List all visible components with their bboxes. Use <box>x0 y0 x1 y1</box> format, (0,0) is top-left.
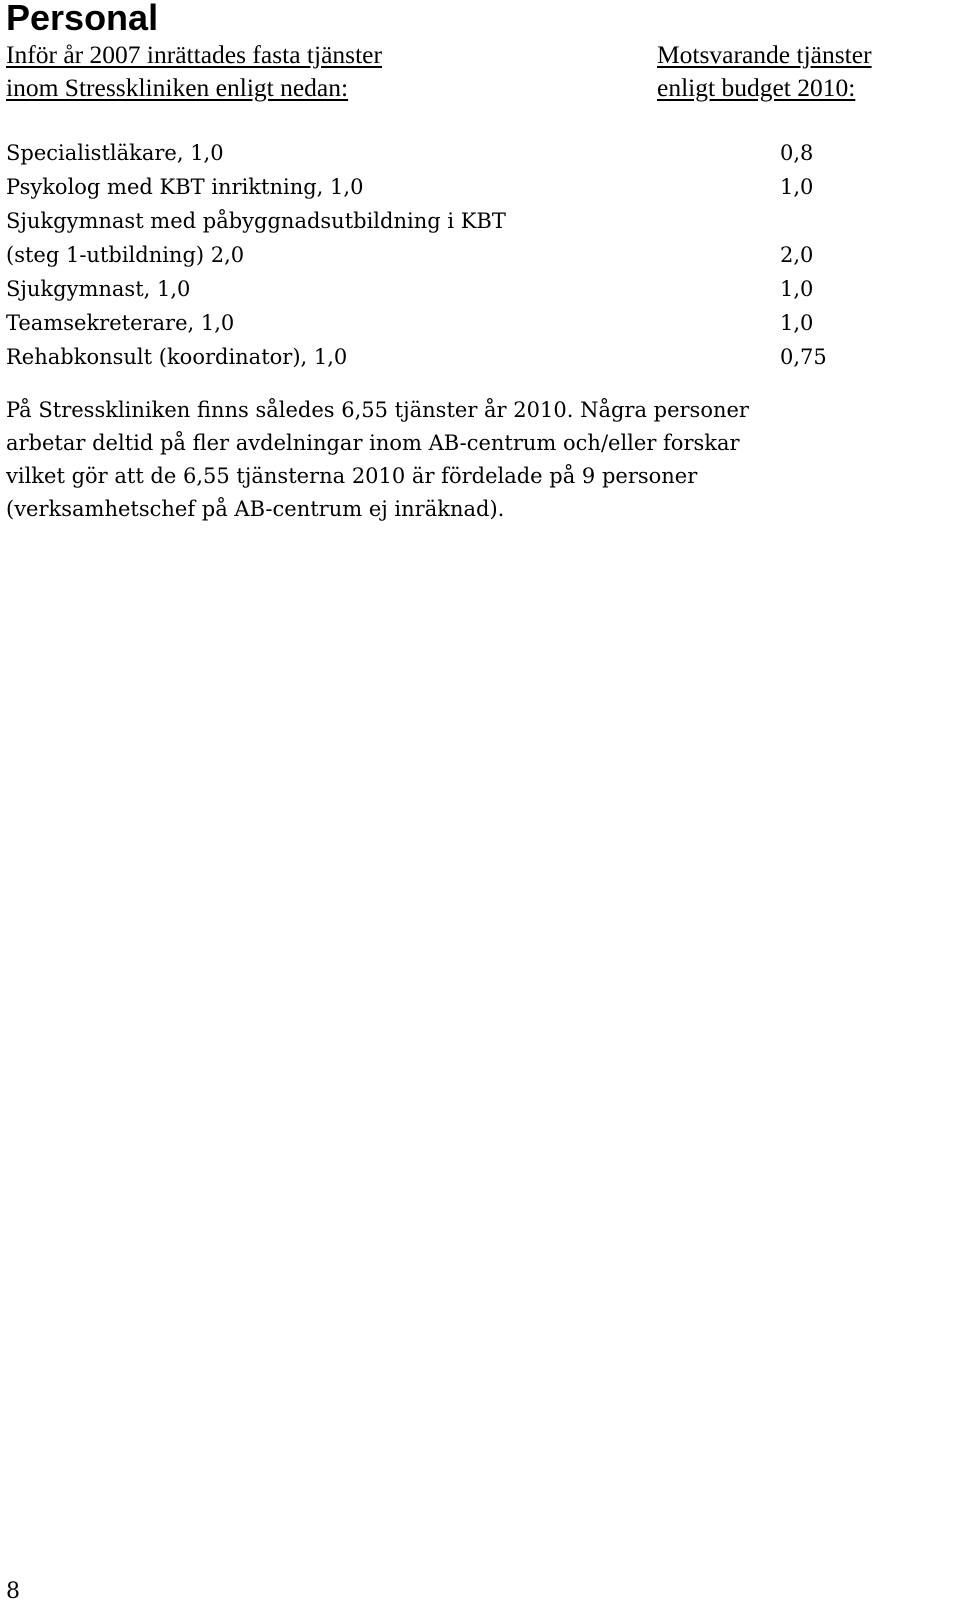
summary-line: arbetar deltid på fler avdelningar inom AB-centrum och/eller forskar <box>6 431 740 455</box>
staff-role: Psykolog med KBT inriktning, 1,0 <box>6 175 364 199</box>
staff-budget-value: 1,0 <box>780 175 814 199</box>
staff-role: Sjukgymnast med påbyggnadsutbildning i KBT <box>6 209 506 233</box>
staff-row <box>6 170 906 204</box>
page-title: Personal <box>6 0 159 38</box>
staff-row <box>6 136 906 170</box>
header-line: enligt budget 2010: <box>657 73 856 102</box>
header-line: Inför år 2007 inrättades fasta tjänster <box>6 40 382 69</box>
header-line: inom Stresskliniken enligt nedan: <box>6 73 349 102</box>
staff-row <box>6 306 906 340</box>
staff-list <box>6 136 906 374</box>
staff-role: Rehabkonsult (koordinator), 1,0 <box>6 345 348 369</box>
staff-budget-value: 2,0 <box>780 243 814 267</box>
staff-role: Teamsekreterare, 1,0 <box>6 311 235 335</box>
header-line: Motsvarande tjänster <box>657 40 872 69</box>
summary-line: vilket gör att de 6,55 tjänsterna 2010 är fördelade på 9 personer <box>6 464 698 488</box>
staff-role: Specialistläkare, 1,0 <box>6 141 224 165</box>
staff-budget-value: 0,75 <box>780 345 827 369</box>
staff-row <box>6 238 906 272</box>
staff-budget-value: 1,0 <box>780 311 814 335</box>
page-number: 8 <box>6 1579 20 1604</box>
budget-2010-header <box>657 38 872 104</box>
staff-role: Sjukgymnast, 1,0 <box>6 277 191 301</box>
summary-line: På Stresskliniken finns således 6,55 tjänster år 2010. Några personer <box>6 398 749 422</box>
staff-row <box>6 204 906 238</box>
summary-line: (verksamhetschef på AB-centrum ej inräknad). <box>6 497 505 521</box>
staff-budget-value: 0,8 <box>780 141 814 165</box>
summary-paragraph <box>6 394 926 526</box>
staff-row <box>6 340 906 374</box>
staff-role: (steg 1-utbildning) 2,0 <box>6 243 245 267</box>
staffing-2007-header <box>6 38 382 104</box>
staff-row <box>6 272 906 306</box>
staff-budget-value: 1,0 <box>780 277 814 301</box>
